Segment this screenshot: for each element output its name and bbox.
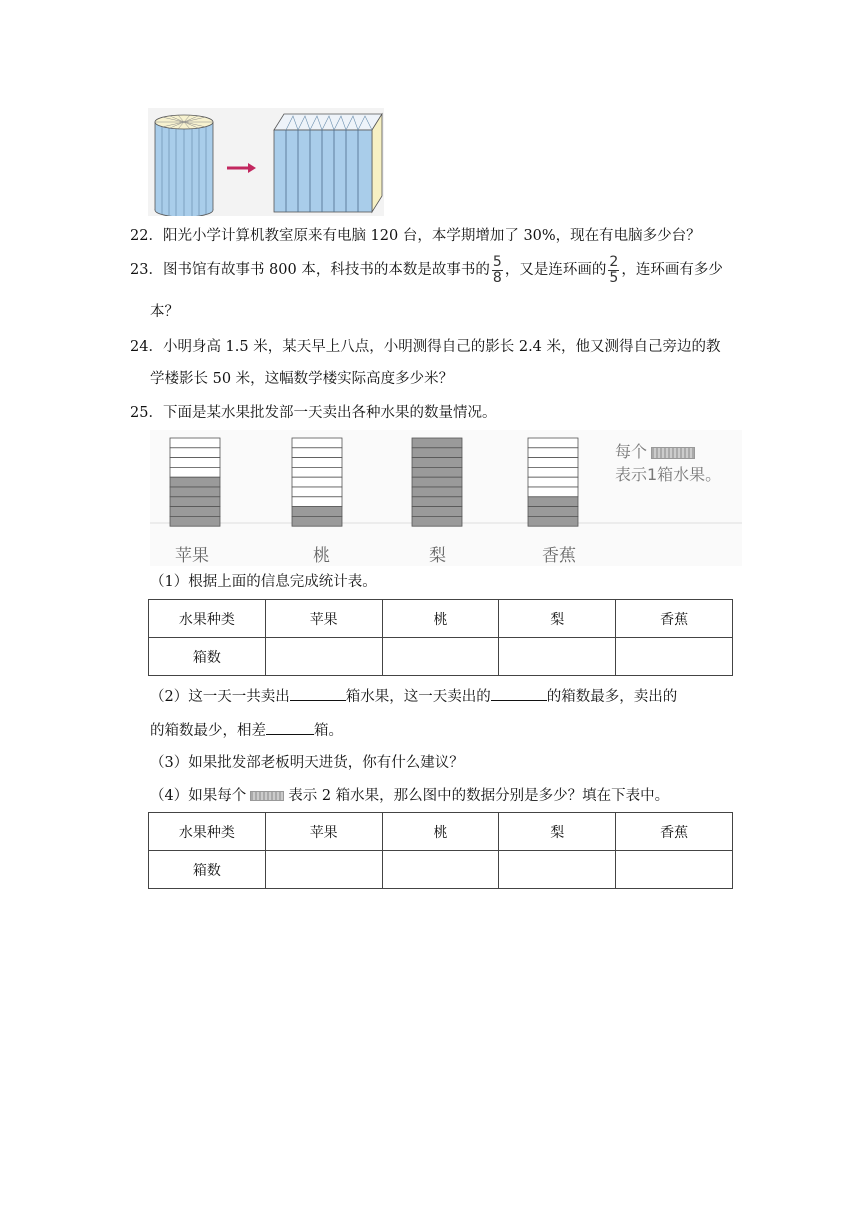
table-header-cell: 水果种类 (149, 813, 266, 851)
answer-cell[interactable] (265, 638, 382, 676)
sub-question-2-cont: 的箱数最少，相差 箱。 (150, 720, 343, 741)
box-unit-empty (170, 467, 220, 477)
fruit-label-apple: 苹果 (175, 546, 209, 566)
box-unit-filled (170, 477, 220, 487)
question-number: 25． (130, 405, 163, 421)
box-unit-empty (292, 448, 342, 458)
fruit-column-banana (528, 438, 578, 526)
stat-table-2 (148, 812, 733, 889)
table-header-cell: 苹果 (265, 813, 382, 851)
fruit-column-peach (292, 438, 342, 526)
answer-cell[interactable] (616, 638, 733, 676)
box-unit-empty (292, 497, 342, 507)
box-unit-filled (170, 516, 220, 526)
question-text: ，连环画有多少 (621, 262, 723, 278)
table-header-cell: 梨 (499, 600, 616, 638)
question-number: 24． (130, 339, 163, 355)
box-unit-empty (292, 487, 342, 497)
box-unit-filled (412, 467, 462, 477)
box-unit-filled (292, 507, 342, 517)
table-header-cell: 桃 (382, 813, 499, 851)
answer-cell[interactable] (499, 638, 616, 676)
sub-question-4: （4）如果每个 表示 2 箱水果，那么图中的数据分别是多少？填在下表中。 (150, 788, 670, 804)
box-unit-empty (528, 438, 578, 448)
sub-question-2: （2）这一天一共卖出 箱水果，这一天卖出的 的箱数最多，卖出的 (150, 686, 677, 707)
box-unit-filled (412, 497, 462, 507)
box-unit-filled (412, 438, 462, 448)
box-unit-filled (412, 507, 462, 517)
prism-figure (274, 114, 382, 212)
answer-cell[interactable] (616, 851, 733, 889)
row-label-cell: 箱数 (149, 851, 266, 889)
row-label-cell: 箱数 (149, 638, 266, 676)
answer-cell[interactable] (382, 638, 499, 676)
question-number: 23． (130, 262, 163, 278)
question-22 (130, 226, 701, 246)
box-unit-empty (170, 438, 220, 448)
box-unit-empty (528, 477, 578, 487)
table-row (149, 851, 733, 889)
question-23 (130, 254, 723, 286)
answer-blank[interactable] (266, 720, 314, 735)
fruit-label-pear: 梨 (429, 546, 446, 566)
question-text: 图书馆有故事书 800 本，科技书的本数是故事书的 (162, 262, 490, 278)
fraction-five-eighths: $\frac{5}{8}$ (492, 253, 502, 286)
table-header-cell: 香蕉 (616, 813, 733, 851)
cylinder-figure (155, 115, 213, 216)
box-unit-icon (250, 791, 284, 801)
box-unit-empty (528, 458, 578, 468)
box-unit-filled (292, 516, 342, 526)
box-unit-empty (292, 458, 342, 468)
question-text: ，又是连环画的 (504, 262, 607, 278)
pictograph (150, 430, 742, 566)
table-header-cell: 桃 (382, 600, 499, 638)
cylinder-to-prism-figure (148, 108, 384, 216)
question-number: 22． (130, 228, 163, 244)
box-unit-filled (528, 497, 578, 507)
table-header-row (149, 600, 733, 638)
sub-question-1: （1）根据上面的信息完成统计表。 (150, 574, 377, 590)
box-unit-filled (170, 497, 220, 507)
question-24-cont: 学楼影长 50 米，这幅数学楼实际高度多少米？ (150, 371, 454, 387)
question-text: 小明身高 1.5 米，某天早上八点，小明测得自己的影长 2.4 米，他又测得自己旁边的教 (162, 339, 721, 355)
table-header-cell: 水果种类 (149, 600, 266, 638)
box-unit-filled (412, 487, 462, 497)
answer-blank[interactable] (491, 686, 547, 701)
box-unit-empty (292, 477, 342, 487)
box-unit-empty (170, 448, 220, 458)
fruit-column-pear (412, 438, 462, 526)
table-header-cell: 香蕉 (616, 600, 733, 638)
box-unit-empty (528, 448, 578, 458)
table-header-row (149, 813, 733, 851)
stat-table-1 (148, 599, 733, 676)
legend (615, 440, 721, 486)
table-header-cell: 梨 (499, 813, 616, 851)
box-unit-filled (412, 477, 462, 487)
legend-text-line2: 表示1箱水果。 (615, 465, 722, 484)
answer-blank[interactable] (290, 686, 346, 701)
box-unit-filled (170, 487, 220, 497)
box-unit-empty (528, 467, 578, 477)
fruit-label-banana: 香蕉 (542, 546, 576, 566)
fraction-two-fifths: $\frac{2}{5}$ (609, 253, 619, 286)
box-unit-filled (170, 507, 220, 517)
question-23-cont: 本？ (150, 304, 179, 320)
box-unit-icon (651, 447, 695, 459)
box-unit-filled (412, 516, 462, 526)
fruit-label-peach: 桃 (313, 546, 330, 566)
box-unit-empty (528, 487, 578, 497)
table-header-cell: 苹果 (265, 600, 382, 638)
fruit-column-apple (170, 438, 220, 526)
question-text: 下面是某水果批发部一天卖出各种水果的数量情况。 (162, 405, 497, 421)
sub-question-3: （3）如果批发部老板明天进货，你有什么建议？ (150, 755, 464, 771)
legend-text-line1: 每个 (615, 442, 648, 461)
box-unit-empty (292, 467, 342, 477)
table-row (149, 638, 733, 676)
question-25 (130, 403, 496, 423)
box-unit-empty (292, 438, 342, 448)
answer-cell[interactable] (499, 851, 616, 889)
box-unit-filled (412, 448, 462, 458)
answer-cell[interactable] (265, 851, 382, 889)
answer-cell[interactable] (382, 851, 499, 889)
box-unit-filled (412, 458, 462, 468)
question-24 (130, 337, 721, 357)
box-unit-empty (170, 458, 220, 468)
box-unit-filled (528, 507, 578, 517)
box-unit-filled (528, 516, 578, 526)
question-text: 阳光小学计算机教室原来有电脑 120 台，本学期增加了 30%，现在有电脑多少台？ (162, 228, 701, 244)
